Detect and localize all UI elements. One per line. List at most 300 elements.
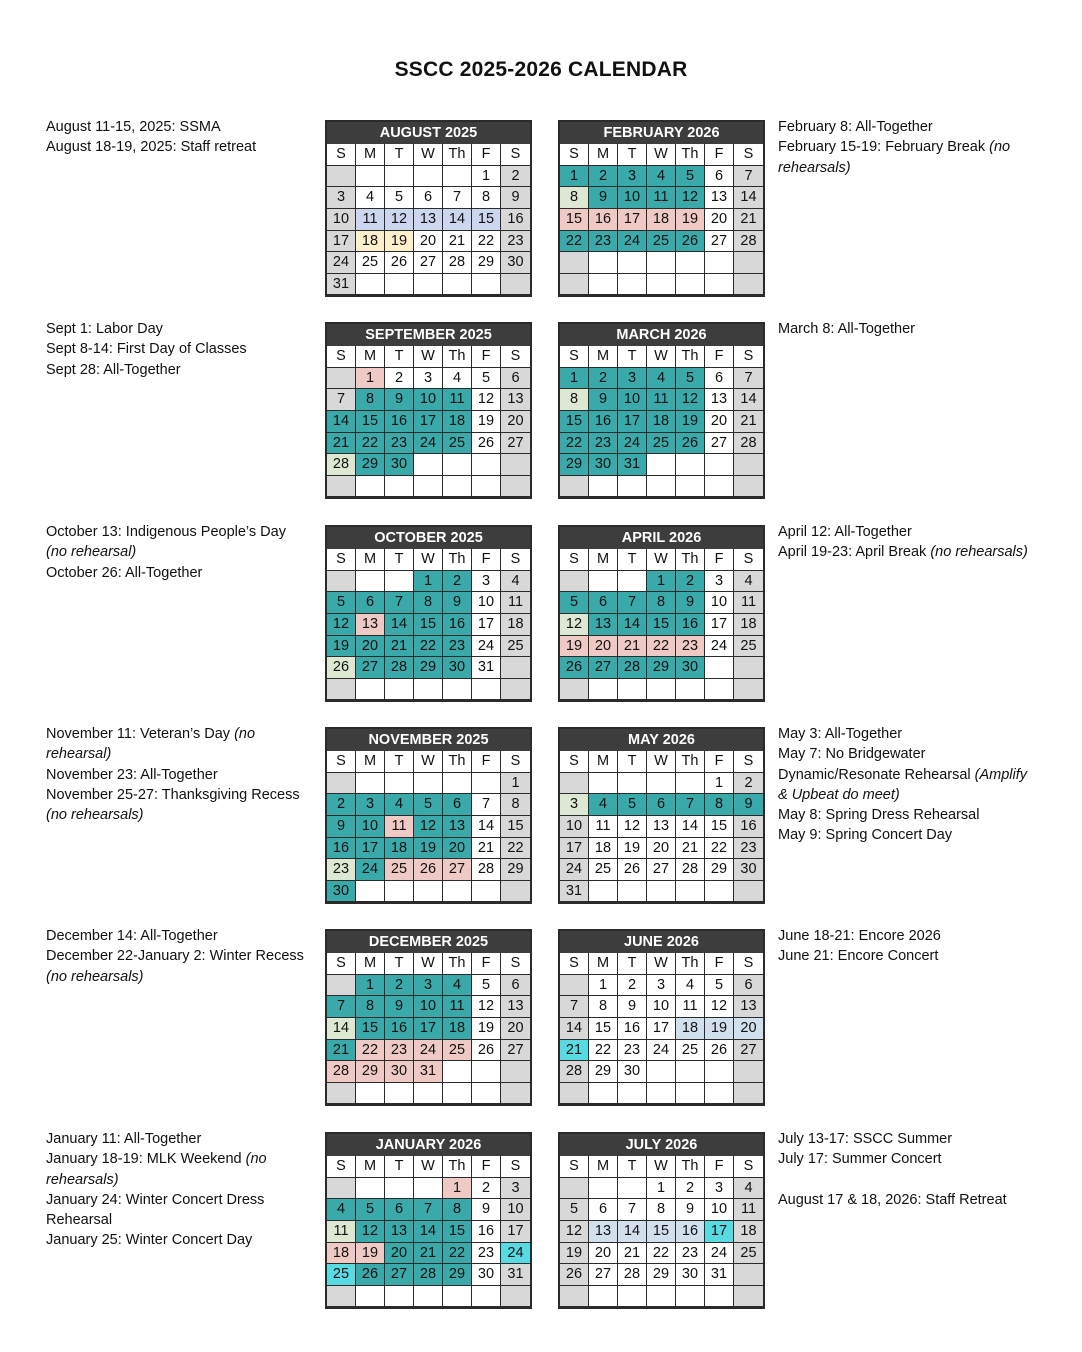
day-cell: 24	[647, 1040, 676, 1062]
weekday-header: S	[327, 549, 356, 571]
day-cell: 3	[501, 1178, 530, 1200]
day-cell: 21	[734, 209, 763, 231]
empty-cell	[501, 1061, 530, 1083]
month-grid	[560, 751, 763, 902]
empty-cell	[589, 1178, 618, 1200]
day-cell: 3	[618, 166, 647, 188]
day-cell: 21	[734, 411, 763, 433]
weekday-header: W	[414, 144, 443, 166]
weekday-header: M	[356, 549, 385, 571]
empty-cell	[647, 773, 676, 795]
empty-cell	[734, 657, 763, 679]
weekday-header: M	[589, 549, 618, 571]
day-cell: 26	[560, 657, 589, 679]
day-cell: 6	[501, 368, 530, 390]
empty-cell	[385, 773, 414, 795]
day-cell: 26	[618, 859, 647, 881]
empty-cell	[501, 657, 530, 679]
day-cell: 31	[472, 657, 501, 679]
day-cell: 3	[705, 571, 734, 593]
day-cell: 12	[327, 614, 356, 636]
day-cell: 10	[501, 1199, 530, 1221]
empty-cell	[356, 1083, 385, 1105]
day-cell: 18	[327, 1243, 356, 1265]
note-line	[778, 117, 1010, 137]
empty-cell	[472, 476, 501, 498]
note-line	[46, 967, 304, 987]
day-cell: 25	[734, 636, 763, 658]
weekday-header: W	[414, 1156, 443, 1178]
weekday-header: M	[356, 346, 385, 368]
weekday-header: F	[472, 346, 501, 368]
day-cell: 15	[705, 816, 734, 838]
empty-cell	[647, 454, 676, 476]
day-cell: 4	[443, 368, 472, 390]
day-cell: 7	[560, 996, 589, 1018]
day-cell: 27	[734, 1040, 763, 1062]
weekday-header: Th	[676, 346, 705, 368]
day-cell: 15	[443, 1221, 472, 1243]
empty-cell	[560, 252, 589, 274]
day-cell: 6	[734, 975, 763, 997]
weekday-header: S	[501, 751, 530, 773]
weekday-header: M	[356, 144, 385, 166]
day-cell: 2	[676, 571, 705, 593]
day-cell: 3	[647, 975, 676, 997]
day-cell: 12	[560, 614, 589, 636]
weekday-header: S	[501, 1156, 530, 1178]
weekday-header: F	[472, 751, 501, 773]
day-cell: 7	[734, 368, 763, 390]
empty-cell	[705, 476, 734, 498]
day-cell: 14	[676, 816, 705, 838]
weekday-header: T	[385, 751, 414, 773]
day-cell: 16	[327, 838, 356, 860]
weekday-header: M	[356, 751, 385, 773]
empty-cell	[647, 476, 676, 498]
note-text: April 19-23: April Break	[778, 544, 931, 561]
month-grid	[560, 1156, 763, 1307]
note-italic: rehearsals)	[778, 159, 851, 176]
day-cell: 15	[560, 209, 589, 231]
note-text: January 25: Winter Concert Day	[46, 1232, 253, 1249]
page-title: SSCC 2025-2026 CALENDAR	[394, 58, 688, 81]
day-cell: 15	[414, 614, 443, 636]
empty-cell	[385, 571, 414, 593]
day-cell: 11	[589, 816, 618, 838]
day-cell: 5	[676, 166, 705, 188]
day-cell: 1	[443, 1178, 472, 1200]
day-cell: 7	[734, 166, 763, 188]
weekday-header: F	[705, 144, 734, 166]
empty-cell	[385, 166, 414, 188]
day-cell: 10	[618, 187, 647, 209]
day-cell: 4	[385, 794, 414, 816]
day-cell: 1	[472, 166, 501, 188]
day-cell: 18	[734, 1221, 763, 1243]
day-cell: 4	[734, 571, 763, 593]
right-notes-3	[778, 724, 1027, 846]
day-cell: 23	[618, 1040, 647, 1062]
day-cell: 8	[472, 187, 501, 209]
month-title: JUNE 2026	[560, 931, 763, 953]
empty-cell	[327, 368, 356, 390]
day-cell: 2	[443, 571, 472, 593]
day-cell: 14	[734, 389, 763, 411]
day-cell: 19	[560, 636, 589, 658]
day-cell: 14	[618, 614, 647, 636]
day-cell: 29	[560, 454, 589, 476]
note-text: Sept 8-14: First Day of Classes	[46, 341, 247, 358]
note-italic: (no	[989, 139, 1011, 156]
empty-cell	[734, 881, 763, 903]
weekday-header: Th	[443, 144, 472, 166]
note-text: March 8: All-Together	[778, 321, 916, 337]
day-cell: 12	[676, 389, 705, 411]
month-title: NOVEMBER 2025	[327, 729, 530, 751]
empty-cell	[676, 881, 705, 903]
day-cell: 27	[414, 252, 443, 274]
note-italic: (no	[234, 726, 256, 742]
day-cell: 5	[414, 794, 443, 816]
day-cell: 23	[589, 231, 618, 253]
day-cell: 6	[589, 592, 618, 614]
day-cell: 19	[618, 838, 647, 860]
weekday-header: S	[734, 144, 763, 166]
weekday-header: M	[589, 144, 618, 166]
day-cell: 4	[647, 368, 676, 390]
note-line	[46, 1210, 267, 1230]
empty-cell	[472, 454, 501, 476]
day-cell: 1	[589, 975, 618, 997]
day-cell: 2	[501, 166, 530, 188]
empty-cell	[472, 274, 501, 296]
weekday-header: F	[705, 1156, 734, 1178]
empty-cell	[327, 679, 356, 701]
day-cell: 30	[676, 657, 705, 679]
weekday-header: W	[647, 751, 676, 773]
right-notes-0	[778, 117, 1010, 178]
weekday-header: W	[647, 346, 676, 368]
empty-cell	[385, 1178, 414, 1200]
weekday-header: S	[327, 144, 356, 166]
note-line	[778, 1129, 1007, 1149]
day-cell: 30	[472, 1264, 501, 1286]
day-cell: 4	[356, 187, 385, 209]
day-cell: 6	[414, 187, 443, 209]
day-cell: 27	[385, 1264, 414, 1286]
day-cell: 19	[327, 636, 356, 658]
note-line	[46, 785, 300, 805]
weekday-header: S	[560, 346, 589, 368]
weekday-header: T	[618, 144, 647, 166]
day-cell: 25	[501, 636, 530, 658]
day-cell: 2	[385, 975, 414, 997]
day-cell: 3	[618, 368, 647, 390]
note-italic: (no	[245, 1151, 267, 1168]
note-line	[778, 1149, 1007, 1169]
note-line	[46, 805, 300, 825]
day-cell: 17	[472, 614, 501, 636]
day-cell: 21	[327, 1040, 356, 1062]
day-cell: 31	[705, 1264, 734, 1286]
day-cell: 26	[472, 433, 501, 455]
day-cell: 14	[327, 1018, 356, 1040]
empty-cell	[560, 1178, 589, 1200]
day-cell: 16	[734, 816, 763, 838]
month-august-2025	[325, 120, 532, 297]
day-cell: 16	[443, 614, 472, 636]
weekday-header: W	[647, 144, 676, 166]
empty-cell	[443, 1286, 472, 1308]
day-cell: 30	[501, 252, 530, 274]
day-cell: 23	[327, 859, 356, 881]
empty-cell	[356, 881, 385, 903]
empty-cell	[618, 1083, 647, 1105]
day-cell: 26	[676, 231, 705, 253]
empty-cell	[618, 773, 647, 795]
day-cell: 23	[385, 1040, 414, 1062]
weekday-header: S	[327, 346, 356, 368]
weekday-header: T	[385, 1156, 414, 1178]
empty-cell	[560, 571, 589, 593]
note-text: October 13: Indigenous People’s Day	[46, 524, 286, 540]
day-cell: 27	[705, 433, 734, 455]
day-cell: 10	[647, 996, 676, 1018]
empty-cell	[414, 166, 443, 188]
weekday-header: W	[414, 549, 443, 571]
empty-cell	[647, 274, 676, 296]
day-cell: 14	[560, 1018, 589, 1040]
day-cell: 21	[327, 433, 356, 455]
day-cell: 30	[618, 1061, 647, 1083]
weekday-header: T	[618, 953, 647, 975]
empty-cell	[560, 773, 589, 795]
empty-cell	[560, 975, 589, 997]
month-grid	[560, 346, 763, 497]
empty-cell	[589, 1083, 618, 1105]
note-line	[46, 522, 286, 542]
empty-cell	[676, 454, 705, 476]
empty-cell	[472, 1061, 501, 1083]
empty-cell	[676, 1286, 705, 1308]
day-cell: 29	[647, 657, 676, 679]
note-line	[46, 724, 300, 744]
empty-cell	[734, 1083, 763, 1105]
right-notes-2	[778, 522, 1028, 563]
left-notes-4	[46, 926, 304, 987]
empty-cell	[734, 1264, 763, 1286]
empty-cell	[443, 454, 472, 476]
day-cell: 19	[676, 209, 705, 231]
day-cell: 11	[647, 187, 676, 209]
weekday-header: S	[327, 751, 356, 773]
empty-cell	[356, 1178, 385, 1200]
day-cell: 23	[676, 636, 705, 658]
note-gap	[778, 1170, 1007, 1190]
month-grid	[327, 144, 530, 295]
day-cell: 31	[414, 1061, 443, 1083]
empty-cell	[443, 1061, 472, 1083]
empty-cell	[705, 252, 734, 274]
day-cell: 22	[705, 838, 734, 860]
empty-cell	[676, 773, 705, 795]
day-cell: 29	[356, 1061, 385, 1083]
day-cell: 1	[647, 571, 676, 593]
day-cell: 23	[734, 838, 763, 860]
weekday-header: S	[501, 346, 530, 368]
day-cell: 19	[356, 1243, 385, 1265]
day-cell: 29	[647, 1264, 676, 1286]
empty-cell	[385, 1083, 414, 1105]
day-cell: 5	[385, 187, 414, 209]
day-cell: 24	[618, 231, 647, 253]
note-text: May 3: All-Together	[778, 726, 903, 742]
day-cell: 16	[472, 1221, 501, 1243]
day-cell: 9	[385, 996, 414, 1018]
empty-cell	[705, 881, 734, 903]
day-cell: 25	[443, 433, 472, 455]
empty-cell	[589, 881, 618, 903]
note-text: December 22-January 2: Winter Recess	[46, 948, 304, 965]
note-text: Rehearsal	[46, 1212, 113, 1229]
day-cell: 13	[356, 614, 385, 636]
weekday-header: S	[734, 346, 763, 368]
day-cell: 16	[589, 411, 618, 433]
left-notes-2	[46, 522, 286, 583]
day-cell: 5	[472, 975, 501, 997]
note-text: April 12: All-Together	[778, 524, 912, 540]
day-cell: 17	[618, 209, 647, 231]
empty-cell	[356, 1286, 385, 1308]
empty-cell	[472, 773, 501, 795]
day-cell: 11	[385, 816, 414, 838]
weekday-header: T	[385, 953, 414, 975]
weekday-header: S	[501, 953, 530, 975]
day-cell: 24	[472, 636, 501, 658]
day-cell: 17	[414, 1018, 443, 1040]
month-november-2025	[325, 727, 532, 904]
empty-cell	[443, 274, 472, 296]
day-cell: 19	[705, 1018, 734, 1040]
empty-cell	[705, 1083, 734, 1105]
weekday-header: F	[472, 144, 501, 166]
day-cell: 17	[647, 1018, 676, 1040]
empty-cell	[734, 1061, 763, 1083]
day-cell: 16	[385, 411, 414, 433]
day-cell: 8	[589, 996, 618, 1018]
day-cell: 25	[589, 859, 618, 881]
note-line	[46, 1149, 267, 1169]
empty-cell	[356, 476, 385, 498]
day-cell: 21	[618, 636, 647, 658]
left-notes-3	[46, 724, 300, 825]
day-cell: 6	[501, 975, 530, 997]
day-cell: 1	[560, 368, 589, 390]
day-cell: 23	[472, 1243, 501, 1265]
empty-cell	[589, 571, 618, 593]
day-cell: 1	[560, 166, 589, 188]
day-cell: 4	[327, 1199, 356, 1221]
note-line	[46, 360, 247, 380]
day-cell: 14	[443, 209, 472, 231]
empty-cell	[618, 476, 647, 498]
empty-cell	[734, 476, 763, 498]
day-cell: 2	[589, 166, 618, 188]
day-cell: 16	[676, 1221, 705, 1243]
day-cell: 3	[705, 1178, 734, 1200]
day-cell: 18	[443, 411, 472, 433]
day-cell: 20	[589, 636, 618, 658]
note-line	[778, 724, 1027, 744]
month-grid	[327, 953, 530, 1104]
day-cell: 27	[589, 657, 618, 679]
weekday-header: T	[618, 549, 647, 571]
month-december-2025	[325, 929, 532, 1106]
day-cell: 30	[385, 454, 414, 476]
empty-cell	[327, 1083, 356, 1105]
weekday-header: T	[618, 1156, 647, 1178]
month-may-2026	[558, 727, 765, 904]
day-cell: 2	[734, 773, 763, 795]
weekday-header: T	[385, 144, 414, 166]
weekday-header: S	[734, 953, 763, 975]
month-title: OCTOBER 2025	[327, 527, 530, 549]
note-text: November 25-27: Thanksgiving Recess	[46, 786, 300, 803]
day-cell: 19	[472, 1018, 501, 1040]
note-line	[778, 522, 1028, 542]
day-cell: 15	[356, 1018, 385, 1040]
day-cell: 14	[472, 816, 501, 838]
empty-cell	[385, 274, 414, 296]
day-cell: 26	[385, 252, 414, 274]
day-cell: 31	[327, 274, 356, 296]
day-cell: 18	[647, 209, 676, 231]
empty-cell	[676, 274, 705, 296]
day-cell: 11	[443, 389, 472, 411]
note-italic: (no rehearsals)	[46, 968, 144, 985]
day-cell: 28	[618, 1264, 647, 1286]
day-cell: 13	[501, 996, 530, 1018]
day-cell: 9	[327, 816, 356, 838]
note-text: June 21: Encore Concert	[778, 948, 939, 965]
day-cell: 26	[327, 657, 356, 679]
month-title: SEPTEMBER 2025	[327, 324, 530, 346]
empty-cell	[589, 773, 618, 795]
empty-cell	[414, 1083, 443, 1105]
note-italic: rehearsal)	[46, 746, 112, 763]
weekday-header: S	[327, 1156, 356, 1178]
day-cell: 5	[560, 1199, 589, 1221]
day-cell: 17	[501, 1221, 530, 1243]
day-cell: 24	[705, 636, 734, 658]
day-cell: 5	[327, 592, 356, 614]
day-cell: 12	[676, 187, 705, 209]
day-cell: 12	[618, 816, 647, 838]
day-cell: 6	[356, 592, 385, 614]
month-september-2025	[325, 322, 532, 499]
empty-cell	[618, 1286, 647, 1308]
empty-cell	[472, 881, 501, 903]
day-cell: 9	[443, 592, 472, 614]
day-cell: 18	[676, 1018, 705, 1040]
day-cell: 6	[705, 166, 734, 188]
empty-cell	[560, 476, 589, 498]
day-cell: 30	[589, 454, 618, 476]
month-grid	[560, 549, 763, 700]
day-cell: 15	[589, 1018, 618, 1040]
note-text: November 23: All-Together	[46, 766, 218, 783]
